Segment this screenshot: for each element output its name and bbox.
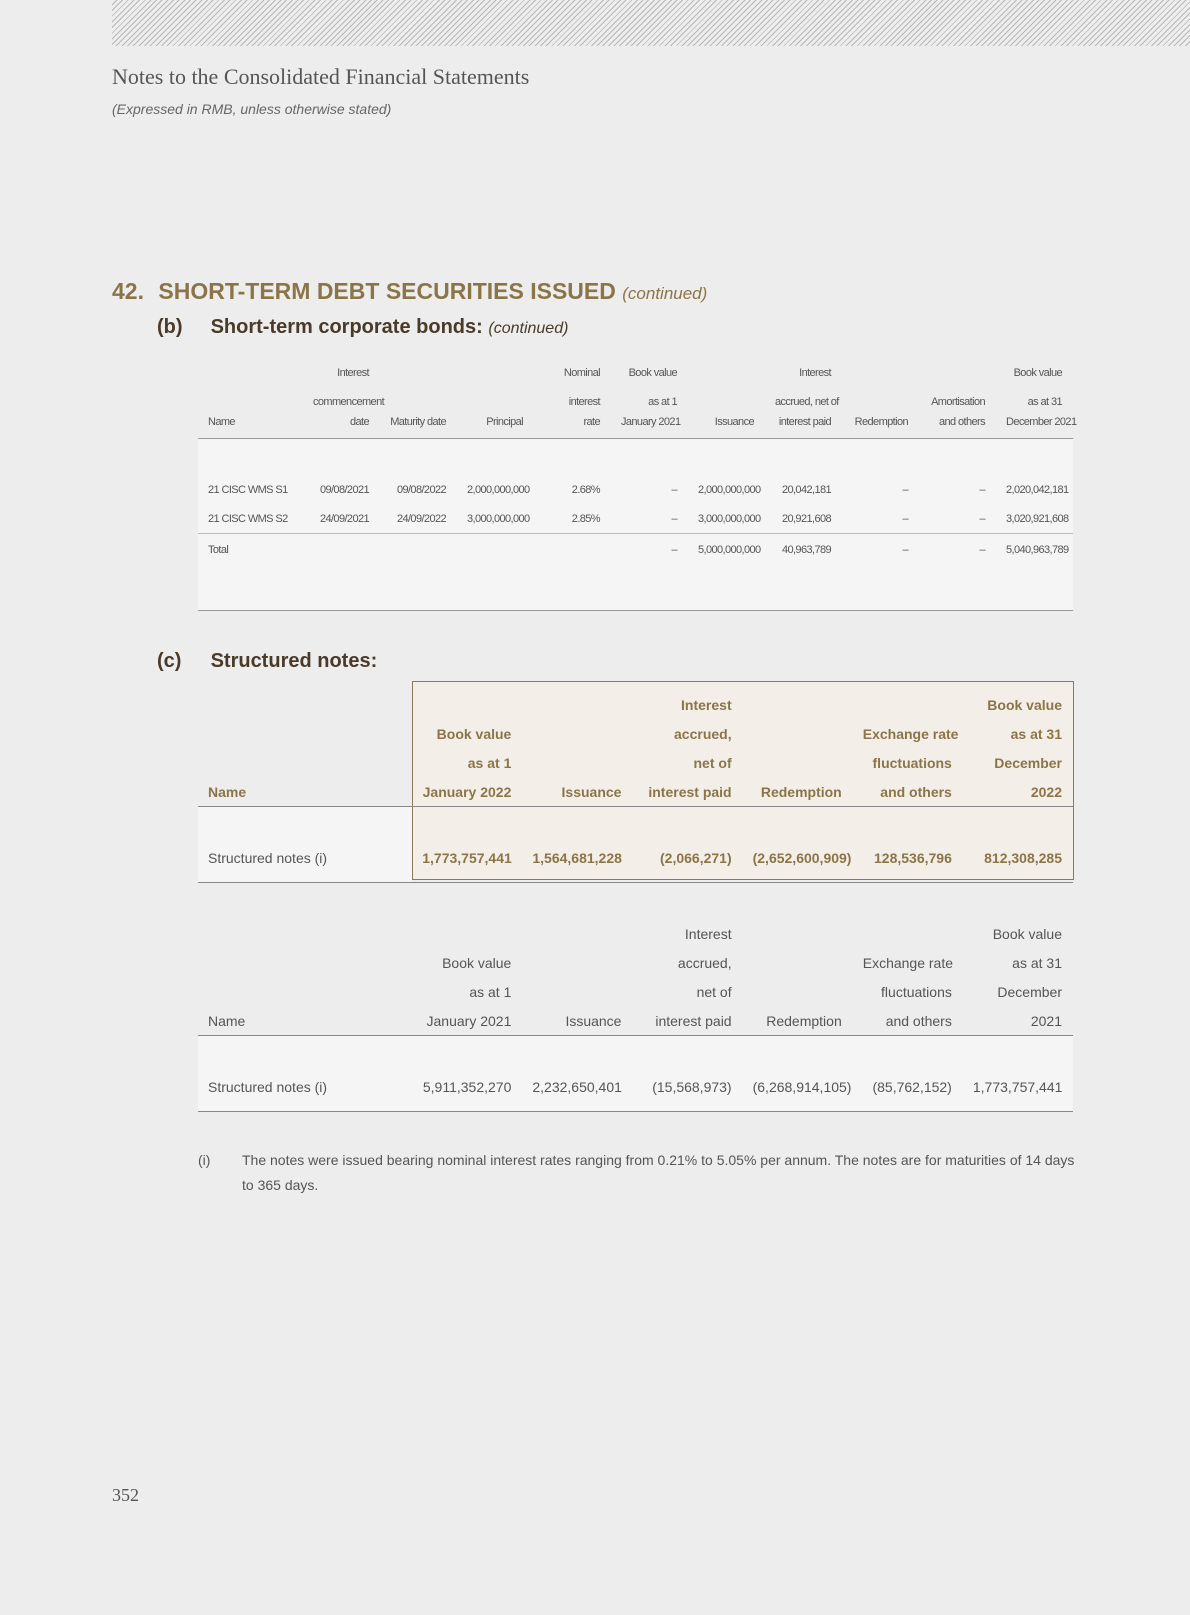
table-cell: 3,000,000,000: [688, 504, 765, 534]
spacer-cell: [963, 807, 1073, 846]
table-cell: 128,536,796: [853, 845, 963, 883]
spacer-cell: [198, 1036, 412, 1075]
table-cell: fluctuations: [881, 983, 952, 1000]
section-title: SHORT-TERM DEBT SECURITIES ISSUED: [158, 278, 616, 304]
table-cell: [743, 719, 853, 748]
table-cell: 24/09/2021: [303, 504, 380, 534]
spacer-cell: [688, 439, 765, 476]
spacer-cell: [765, 586, 842, 611]
table-cell: –: [842, 534, 919, 587]
table-cell: [198, 719, 412, 748]
table-cell: Nominal: [563, 366, 600, 379]
footnote: [198, 1148, 1078, 1198]
table-cell: and others: [919, 416, 996, 439]
table-cell: Redemption: [842, 416, 919, 439]
table-cell: Name: [198, 416, 303, 439]
table-cell: [522, 919, 632, 948]
table-cell: [198, 948, 412, 977]
table-cell: 1,564,681,228: [522, 845, 632, 883]
table-cell: net of: [693, 754, 732, 771]
table-cell: 21 CISC WMS S2: [198, 504, 303, 534]
table-cell: Interest: [684, 925, 732, 942]
footnote-index: (i): [198, 1152, 211, 1168]
header-row: [198, 719, 1073, 748]
table-cell: [198, 690, 412, 719]
table-cell: Book value: [1013, 366, 1062, 379]
spacer-cell: [611, 586, 688, 611]
header-row: [198, 416, 1073, 439]
table-cell: (85,762,152): [853, 1074, 963, 1112]
table-cell: Interest: [799, 366, 831, 379]
table-cell: [534, 534, 611, 587]
table-cell: [853, 919, 963, 948]
table-cell: 09/08/2022: [380, 475, 457, 504]
table-cell: [412, 690, 522, 719]
table-cell: [522, 748, 632, 777]
table-cell: interest paid: [632, 777, 742, 807]
table-cell: (15,568,973): [632, 1074, 742, 1112]
table-row: [198, 845, 1073, 883]
table-cell: [842, 358, 919, 387]
table-cell: [457, 534, 534, 587]
table-cell: [198, 358, 303, 387]
table-cell: [380, 387, 457, 416]
section-number: 42.: [112, 278, 144, 304]
table-cell: as at 1: [648, 395, 677, 408]
table-cell: 2.68%: [534, 475, 611, 504]
spacer-cell: [996, 439, 1073, 476]
table-cell: [457, 358, 534, 387]
page-subtitle: (Expressed in RMB, unless otherwise stated): [112, 101, 392, 117]
table-cell: Issuance: [522, 1006, 632, 1036]
table-cell: (2,652,600,909): [743, 845, 853, 883]
table-cell: [919, 358, 996, 387]
table-cell: [688, 358, 765, 387]
structured-notes-2021-table: [198, 919, 1073, 1112]
table-cell: [198, 977, 412, 1006]
spacer-cell: [457, 586, 534, 611]
table-cell: [412, 919, 522, 948]
table-cell: Book value: [992, 925, 1062, 942]
spacer-cell: [457, 439, 534, 476]
bonds-table: [198, 358, 1077, 611]
table-cell: 2,232,650,401: [522, 1074, 632, 1112]
table-row: [198, 475, 1073, 504]
spacer-cell: [743, 807, 853, 846]
table-cell: commencement: [313, 395, 385, 408]
table-cell: (6,268,914,105): [743, 1074, 853, 1112]
table-cell: –: [842, 475, 919, 504]
table-cell: Maturity date: [380, 416, 457, 439]
table-cell: Book value: [987, 696, 1062, 713]
spacer-cell: [534, 586, 611, 611]
table-cell: Redemption: [743, 777, 853, 807]
spacer-cell: [853, 807, 963, 846]
table-cell: as at 1: [467, 754, 512, 771]
table-cell: 20,042,181: [765, 475, 842, 504]
table-cell: [743, 977, 853, 1006]
spacer-cell: [522, 807, 632, 846]
spacer-row: [198, 586, 1073, 611]
subsection-b-heading: [157, 316, 568, 339]
spacer-cell: [412, 1036, 522, 1075]
spacer-cell: [303, 439, 380, 476]
spacer-cell: [996, 586, 1073, 611]
table-cell: Total: [198, 534, 303, 587]
spacer-cell: [632, 807, 742, 846]
table-cell: 2,000,000,000: [457, 475, 534, 504]
table-cell: –: [611, 534, 688, 587]
table-cell: 1,773,757,441: [963, 1074, 1073, 1112]
table-cell: [522, 690, 632, 719]
table-cell: [842, 387, 919, 416]
table-cell: [853, 690, 963, 719]
spacer-cell: [198, 807, 412, 846]
table-cell: Structured notes (i): [198, 845, 412, 883]
table-row: [198, 504, 1073, 534]
table-cell: 2021: [963, 1006, 1073, 1036]
table-cell: and others: [853, 777, 963, 807]
header-row: [198, 977, 1073, 1006]
section-continued: (continued): [622, 284, 708, 303]
header-row: [198, 748, 1073, 777]
table-cell: [743, 748, 853, 777]
table-cell: as at 1: [469, 983, 512, 1000]
table-cell: as at 31: [1027, 395, 1062, 408]
table-cell: December: [994, 754, 1062, 771]
spacer-cell: [632, 1036, 742, 1075]
header-row: [198, 919, 1073, 948]
table-cell: [380, 358, 457, 387]
table-cell: 21 CISC WMS S1: [198, 475, 303, 504]
table-cell: [743, 690, 853, 719]
table-cell: fluctuations: [872, 754, 952, 771]
table-cell: –: [611, 504, 688, 534]
spacer-row: [198, 439, 1073, 476]
table-cell: Name: [198, 777, 412, 807]
table-cell: December 2021: [996, 416, 1073, 439]
structured-notes-2022-table: [198, 690, 1073, 883]
table-cell: 812,308,285: [963, 845, 1073, 883]
spacer-cell: [919, 439, 996, 476]
table-cell: Exchange rate: [862, 725, 959, 742]
table-cell: –: [919, 475, 996, 504]
table-cell: 3,000,000,000: [457, 504, 534, 534]
section-heading: [112, 278, 707, 305]
subsection-label: (c): [157, 650, 182, 672]
spacer-cell: [412, 807, 522, 846]
table-cell: interest paid: [632, 1006, 742, 1036]
table-cell: Structured notes (i): [198, 1074, 412, 1112]
page-title: Notes to the Consolidated Financial Statements: [112, 64, 530, 89]
header-row: [198, 1006, 1073, 1036]
table-cell: January 2021: [611, 416, 688, 439]
table-cell: 5,040,963,789: [996, 534, 1073, 587]
table-cell: rate: [534, 416, 611, 439]
table-cell: 2.85%: [534, 504, 611, 534]
table-cell: 5,911,352,270: [412, 1074, 522, 1112]
spacer-cell: [919, 586, 996, 611]
table-cell: –: [919, 534, 996, 587]
table-cell: interest paid: [765, 416, 842, 439]
spacer-row: [198, 1036, 1073, 1075]
table-cell: as at 31: [1010, 725, 1062, 742]
subsection-c-heading: [157, 650, 377, 673]
table-cell: December: [997, 983, 1062, 1000]
table-cell: net of: [696, 983, 732, 1000]
table-cell: [743, 948, 853, 977]
subsection-title: Structured notes:: [210, 650, 378, 672]
table-cell: 2,020,042,181: [996, 475, 1073, 504]
table-cell: Book value: [436, 725, 512, 742]
table-cell: 24/09/2022: [380, 504, 457, 534]
table-cell: Book value: [628, 366, 677, 379]
spacer-cell: [198, 439, 303, 476]
spacer-cell: [611, 439, 688, 476]
table-cell: Interest: [681, 696, 732, 713]
table-cell: [303, 534, 380, 587]
header-row: [198, 690, 1073, 719]
table-cell: 09/08/2021: [303, 475, 380, 504]
table-cell: [198, 919, 412, 948]
table-cell: accrued,: [677, 954, 732, 971]
table-cell: [688, 387, 765, 416]
spacer-cell: [853, 1036, 963, 1075]
table-cell: accrued,: [674, 725, 732, 742]
table-cell: Redemption: [743, 1006, 853, 1036]
table-cell: [522, 719, 632, 748]
table-cell: [457, 387, 534, 416]
table-cell: [198, 748, 412, 777]
table-cell: [198, 387, 303, 416]
header-row: [198, 948, 1073, 977]
spacer-cell: [303, 586, 380, 611]
table-cell: date: [303, 416, 380, 439]
subsection-continued: (continued): [488, 320, 569, 337]
header-row: [198, 358, 1073, 387]
spacer-cell: [198, 586, 303, 611]
table-cell: –: [611, 475, 688, 504]
table-cell: 3,020,921,608: [996, 504, 1073, 534]
spacer-cell: [522, 1036, 632, 1075]
table-cell: and others: [853, 1006, 963, 1036]
table-cell: Interest: [337, 366, 369, 379]
table-cell: (2,066,271): [632, 845, 742, 883]
table-cell: [380, 534, 457, 587]
total-row: [198, 534, 1073, 587]
header-row: [198, 387, 1073, 416]
spacer-cell: [688, 586, 765, 611]
table-cell: 20,921,608: [765, 504, 842, 534]
table-cell: Exchange rate: [862, 954, 954, 971]
header-row: [198, 777, 1073, 807]
spacer-cell: [380, 586, 457, 611]
table-cell: January 2022: [412, 777, 522, 807]
table-cell: 2,000,000,000: [688, 475, 765, 504]
table-cell: Principal: [457, 416, 534, 439]
table-cell: Amortisation: [931, 395, 985, 408]
table-cell: 5,000,000,000: [688, 534, 765, 587]
spacer-cell: [380, 439, 457, 476]
table-cell: January 2021: [412, 1006, 522, 1036]
spacer-cell: [743, 1036, 853, 1075]
spacer-cell: [842, 439, 919, 476]
table-cell: [743, 919, 853, 948]
table-cell: [522, 948, 632, 977]
header-hatch-decoration: [112, 0, 1190, 46]
table-cell: 40,963,789: [765, 534, 842, 587]
spacer-cell: [842, 586, 919, 611]
spacer-cell: [534, 439, 611, 476]
spacer-cell: [963, 1036, 1073, 1075]
table-cell: Issuance: [688, 416, 765, 439]
table-cell: as at 31: [1012, 954, 1062, 971]
table-cell: 1,773,757,441: [412, 845, 522, 883]
subsection-title: Short-term corporate bonds:: [210, 316, 483, 338]
subsection-label: (b): [157, 316, 183, 338]
spacer-cell: [765, 439, 842, 476]
table-cell: 2022: [963, 777, 1073, 807]
table-cell: Issuance: [522, 777, 632, 807]
table-cell: –: [842, 504, 919, 534]
page-number: 352: [112, 1485, 139, 1505]
table-row: [198, 1074, 1073, 1112]
footnote-text: The notes were issued bearing nominal interest rates ranging from 0.21% to 5.05% per annum. The notes are for maturities of 14 days to 365 days.: [242, 1152, 1075, 1193]
table-cell: –: [919, 504, 996, 534]
table-cell: Name: [198, 1006, 412, 1036]
table-cell: interest: [568, 395, 600, 408]
spacer-row: [198, 807, 1073, 846]
table-cell: [522, 977, 632, 1006]
table-cell: accrued, net of: [775, 395, 839, 408]
table-cell: Book value: [442, 954, 512, 971]
